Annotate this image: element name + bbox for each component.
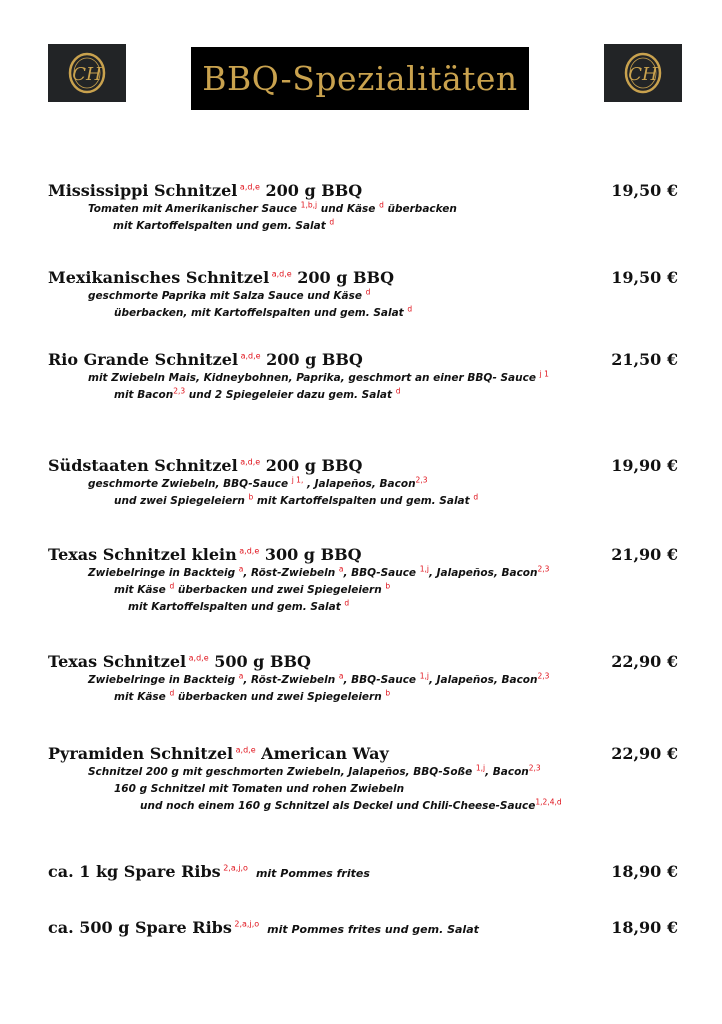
description-text: und zwei Spiegeleiern [114,495,249,507]
allergen-codes: 2,3 [173,386,186,396]
dish-description-line [48,565,678,582]
allergen-codes: d [379,200,384,210]
description-text: mit Käse [114,691,170,703]
dish-description-line [48,781,678,798]
dish-name [48,181,678,201]
allergen-codes: a,d,e [237,457,261,467]
svg-text:CH: CH [72,64,102,85]
description-text: mit Kartoffelspalten und gem. Salat [113,220,330,232]
dish-title: ca. 500 g Spare Ribs [48,918,232,937]
description-text: überbacken, mit Kartoffelspalten und gem. Salat [114,307,408,319]
allergen-codes: 1,j [419,671,429,681]
description-text: mit Zwiebeln Mais, Kidneybohnen, Paprika, geschmort an einer BBQ- Sauce [88,372,540,384]
allergen-codes: d [169,688,175,698]
description-text: überbacken und zwei Spiegeleiern [174,584,386,596]
description-text: überbacken [383,203,457,215]
description-text: und 2 Spiegeleier dazu gem. Salat [185,389,396,401]
allergen-codes: 2,3 [528,763,541,773]
page-title: BBQ-Spezialitäten [202,59,518,98]
dish-name [48,652,678,672]
allergen-codes: a,d,e [233,745,256,755]
dish-price: 22,90 € [611,652,678,671]
dish-description-line [48,689,678,706]
dish-title: Mexikanisches Schnitzel [48,268,270,287]
menu-item [48,268,678,322]
dish-price: 21,90 € [611,545,678,564]
menu-item [48,545,678,616]
dish-name [48,350,678,370]
description-text: mit Bacon [114,389,174,401]
allergen-codes: d [473,492,479,502]
allergen-codes: b [248,492,254,502]
description-text: , Röst-Zwiebeln [243,674,339,686]
allergen-codes: a,d,e [238,351,261,361]
svg-text:CH: CH [628,64,658,85]
allergen-codes: 2,a,j,o [220,863,248,873]
allergen-codes: 2,a,j,o [231,919,260,929]
allergen-codes: 1,b,j [300,200,318,210]
dish-portion: 200 g BBQ [259,181,363,200]
description-text: geschmorte Zwiebeln, BBQ-Sauce [88,478,292,490]
monogram-logo-icon [67,51,107,95]
dish-name [48,862,678,884]
allergen-codes: d [395,386,401,396]
description-text: , Bacon [485,766,529,778]
menu-item [48,744,678,815]
dish-name [48,918,678,940]
dish-description-line [48,201,678,218]
dish-title: ca. 1 kg Spare Ribs [48,862,221,881]
allergen-codes: a [338,564,344,574]
dish-price: 18,90 € [611,862,678,881]
description-text: mit Käse [114,584,170,596]
dish-portion: 300 g BBQ [259,545,362,564]
allergen-codes: d [407,304,413,314]
allergen-codes: d [344,598,350,608]
page-title-banner [191,47,529,110]
dish-price: 19,90 € [611,456,678,475]
dish-description-line [48,476,678,493]
description-text: , BBQ-Sauce [343,674,420,686]
description-text: überbacken und zwei Spiegeleiern [174,691,386,703]
dish-description-line [48,582,678,599]
dish-description: mit Pommes frites und gem. Salat [267,923,479,936]
dish-portion: 200 g BBQ [291,268,394,287]
description-text: geschmorte Paprika mit Salza Sauce und Käse [88,290,366,302]
dish-portion: American Way [255,744,389,763]
restaurant-logo-left [48,44,126,102]
allergen-codes: a [238,671,244,681]
dish-description-line [48,387,678,404]
allergen-codes: 1,j [475,763,486,773]
dish-portion: 200 g BBQ [260,350,363,369]
allergen-codes: 1,j [419,564,429,574]
menu-item [48,350,678,404]
menu-item [48,652,678,706]
menu-item [48,862,678,884]
description-text: mit Kartoffelspalten und gem. Salat [253,495,474,507]
dish-description-line [48,288,678,305]
description-text: , Jalapeños, Bacon [428,567,538,579]
allergen-codes: a,d,e [237,182,260,192]
menu-item [48,918,678,940]
dish-title: Pyramiden Schnitzel [48,744,234,763]
allergen-codes: a [338,671,344,681]
allergen-codes: d [329,217,335,227]
description-text: Zwiebelringe in Backteig [88,567,239,579]
allergen-codes: d [365,287,371,297]
description-text: und Käse [317,203,380,215]
dish-description: mit Pommes frites [255,867,370,880]
dish-price: 18,90 € [611,918,678,937]
restaurant-logo-right [604,44,682,102]
description-text: , Jalapeños, Bacon [428,674,538,686]
dish-price: 19,50 € [611,268,678,287]
monogram-logo-icon [623,51,663,95]
dish-price: 22,90 € [611,744,678,763]
dish-name [48,268,678,288]
dish-title: Texas Schnitzel klein [48,545,237,564]
allergen-codes: d [169,581,175,591]
description-text: , BBQ-Sauce [343,567,420,579]
allergen-codes: j 1 [539,369,549,379]
menu-item [48,456,678,510]
dish-description-line [48,599,678,616]
allergen-codes: b [385,688,391,698]
allergen-codes: a,d,e [236,546,260,556]
allergen-codes: a,d,e [186,653,209,663]
dish-portion: 200 g BBQ [260,456,363,475]
dish-title: Rio Grande Schnitzel [48,350,239,369]
allergen-codes: j 1, [291,475,304,485]
description-text: , Jalapeños, Bacon [303,478,416,490]
dish-description-line [48,764,678,781]
allergen-codes: b [385,581,391,591]
description-text: , Röst-Zwiebeln [243,567,339,579]
allergen-codes: 2,3 [415,475,428,485]
dish-name [48,744,678,764]
dish-description-line [48,218,678,235]
dish-title: Texas Schnitzel [48,652,187,671]
dish-price: 19,50 € [611,181,678,200]
dish-price: 21,50 € [611,350,678,369]
dish-description-line [48,370,678,387]
description-text: und noch einem 160 g Schnitzel als Deckel und Chili-Cheese-Sauce [140,800,536,812]
dish-portion: 500 g BBQ [208,652,311,671]
dish-description-line [48,672,678,689]
description-text: Schnitzel 200 g mit geschmorten Zwiebeln, Jalapeños, BBQ-Soße [88,766,476,778]
dish-title: Mississippi Schnitzel [48,181,238,200]
dish-description-line [48,493,678,510]
dish-name [48,545,678,565]
allergen-codes: 2,3 [537,564,550,574]
dish-description-line [48,798,678,815]
dish-description-line [48,305,678,322]
allergen-codes: 2,3 [537,671,550,681]
description-text: Zwiebelringe in Backteig [88,674,239,686]
dish-title: Südstaaten Schnitzel [48,456,238,475]
allergen-codes: a,d,e [269,269,292,279]
menu-item [48,181,678,235]
allergen-codes: 1,2,4,d [535,797,562,807]
allergen-codes: a [238,564,244,574]
description-text: 160 g Schnitzel mit Tomaten und rohen Zwiebeln [114,783,405,795]
dish-name [48,456,678,476]
description-text: Tomaten mit Amerikanischer Sauce [88,203,301,215]
description-text: mit Kartoffelspalten und gem. Salat [128,601,345,613]
